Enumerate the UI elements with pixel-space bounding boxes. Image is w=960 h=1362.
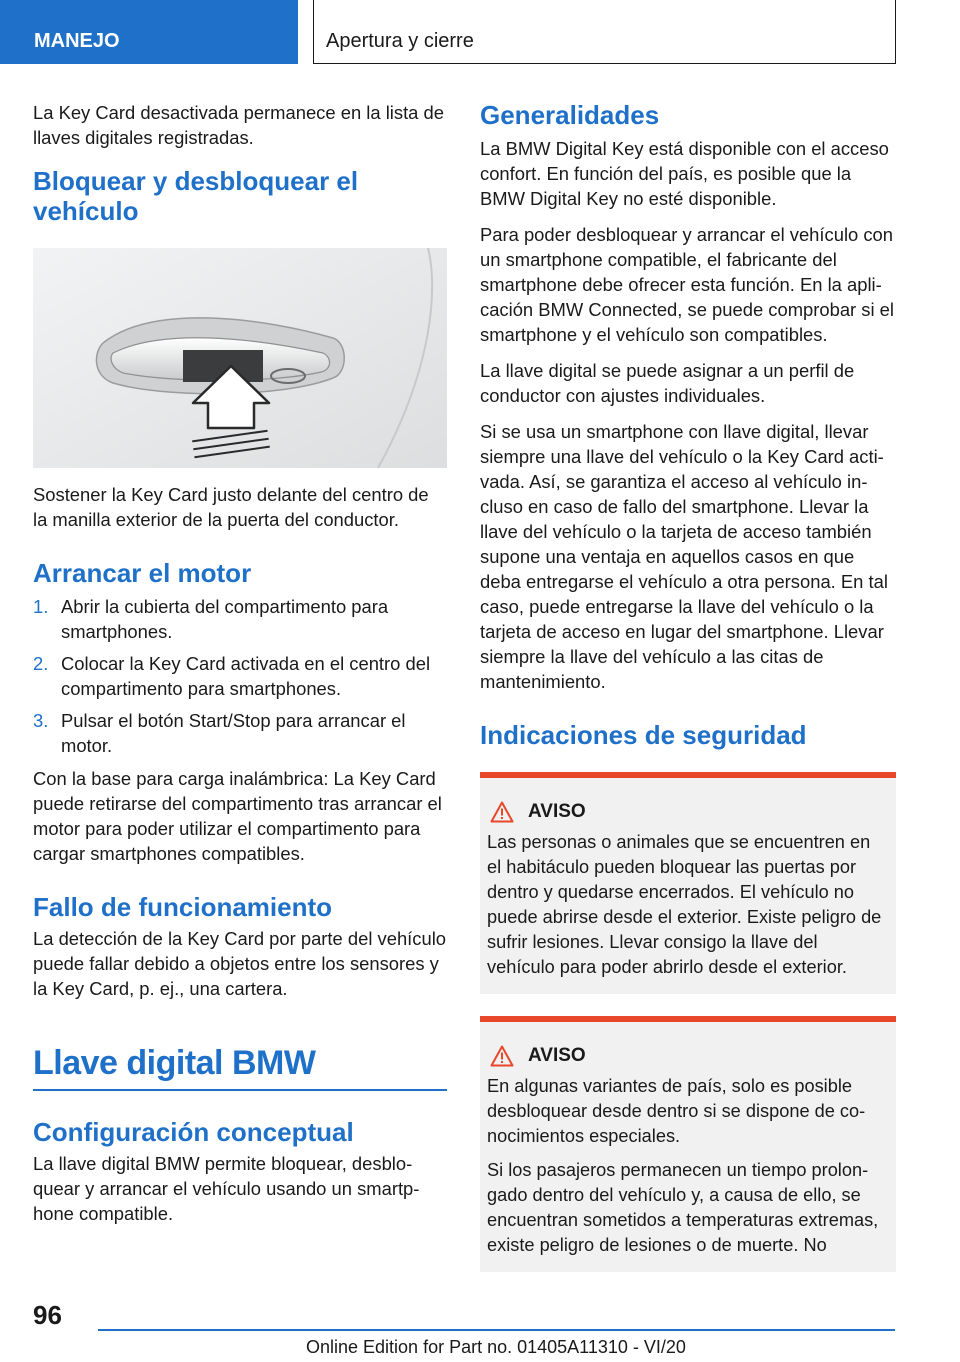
lock-heading-line-2: vehículo: [33, 196, 139, 226]
step-text: Abrir la cubierta del compartimento para smartphones.: [61, 596, 389, 642]
warning-title: AVISO: [528, 1045, 586, 1066]
step-number: 3.: [33, 710, 49, 731]
warning-triangle-icon: [490, 1045, 514, 1067]
edition-footer: Online Edition for Part no. 01405A11310 - VI/20: [306, 1337, 686, 1357]
section-tab: MANEJO: [0, 0, 298, 64]
step-number: 2.: [33, 653, 49, 674]
wireless-charging-note: Con la base para carga inalámbrica: La Key Card puede retirarse del compartimento tras arrancar el motor para poder utilizar el compartimento para cargar smartphones compatibles.: [33, 768, 442, 864]
start-engine-heading: Arrancar el motor: [33, 558, 252, 588]
concept-text: La llave digital BMW permite bloquear, desbloquear y arrancar el vehículo usando un smartphone compatible.: [33, 1152, 420, 1224]
warning-header: [487, 800, 888, 824]
general-heading: Generalidades: [480, 100, 660, 130]
step-text: Pulsar el botón Start/Stop para arrancar el motor.: [61, 710, 406, 756]
title-divider: [33, 1089, 447, 1091]
malfunction-text: La detección de la Key Card por parte del vehículo puede fallar debido a objetos entre los sensores y la Key Card, p. ej., una cartera.: [33, 928, 447, 999]
lock-heading: [33, 166, 447, 226]
door-handle-illustration: [33, 248, 447, 468]
warning-box: [480, 772, 896, 994]
warning-triangle-icon: [490, 801, 514, 823]
general-paragraph: La BMW Digital Key está disponible con el acceso confort. En función del país, es posible que la BMW Digital Key no esté disponible.: [480, 138, 889, 209]
warning-text: Si los pasajeros permanecen un tiempo prolongado dentro del vehículo y, a causa de ello, se encuentran sometidos a temperaturas extremas, existe peligro de lesiones o de muerte. No: [487, 1160, 879, 1255]
list-item: [33, 594, 447, 644]
digital-key-title: Llave digital BMW: [33, 1044, 316, 1082]
general-paragraph: La llave digital se puede asignar a un perfil de conductor con ajustes individuales.: [480, 360, 855, 406]
start-steps-list: [33, 594, 447, 758]
warning-text: En algunas variantes de país, solo es posible desbloquear desde dentro si se dispone de conocimientos especiales.: [487, 1076, 866, 1146]
warning-box: [480, 1016, 896, 1272]
safety-heading: Indicaciones de seguridad: [480, 720, 807, 750]
step-number: 1.: [33, 596, 49, 617]
warning-header: [487, 1044, 888, 1068]
warning-text: Las personas o animales que se encuentren en el habitáculo pueden bloquear las puertas por dentro y quedarse encerrados. El vehículo no puede abrirse desde el exterior. Existe peligro de sufrir lesiones. Llevar consigo la llave del vehículo para poder abrirlo desde el exterior.: [487, 832, 882, 977]
lock-heading-line-1: Bloquear y desbloquear el: [33, 166, 359, 196]
step-text: Colocar la Key Card activada en el centro del compartimento para smartphones.: [61, 653, 431, 699]
right-column: [480, 100, 896, 1284]
general-paragraph: Si se usa un smartphone con llave digital, llevar siempre una llave del vehículo o la Key Card activada. Así, se garantiza el acceso al vehículo incluso en caso de fallo del smartphone. Llevar la llave del vehículo o la tarjeta de acceso también supone una ventaja en aquellos casos en que deba entregarse el vehículo a otra persona. En tal caso, puede entregarse la llave del vehículo o la tarjeta de acceso en lugar del smartphone. Llevar siempre la llave del vehículo a las citas de mantenimiento.: [480, 421, 888, 692]
footer-divider: [98, 1329, 895, 1331]
figure-caption: Sostener la Key Card justo delante del centro de la manilla exterior de la puerta del conductor.: [33, 484, 429, 530]
concept-heading: Configuración conceptual: [33, 1116, 354, 1147]
general-paragraph: Para poder desbloquear y arrancar el vehículo con un smartphone compatible, el fabricante del smartphone debe ofrecer esta función. En la aplicación BMW Connected, se puede comprobar si el smartphone y el vehículo son compatibles.: [480, 224, 894, 345]
chapter-title: Apertura y cierre: [313, 0, 896, 64]
intro-text: La Key Card desactivada permanece en la lista de llaves digitales registradas.: [33, 102, 444, 148]
list-item: [33, 708, 447, 758]
malfunction-heading: Fallo de funcionamiento: [33, 892, 333, 922]
page-number: 96: [33, 1300, 62, 1330]
left-column: [33, 100, 447, 1237]
list-item: [33, 651, 447, 701]
warning-title: AVISO: [528, 801, 586, 822]
